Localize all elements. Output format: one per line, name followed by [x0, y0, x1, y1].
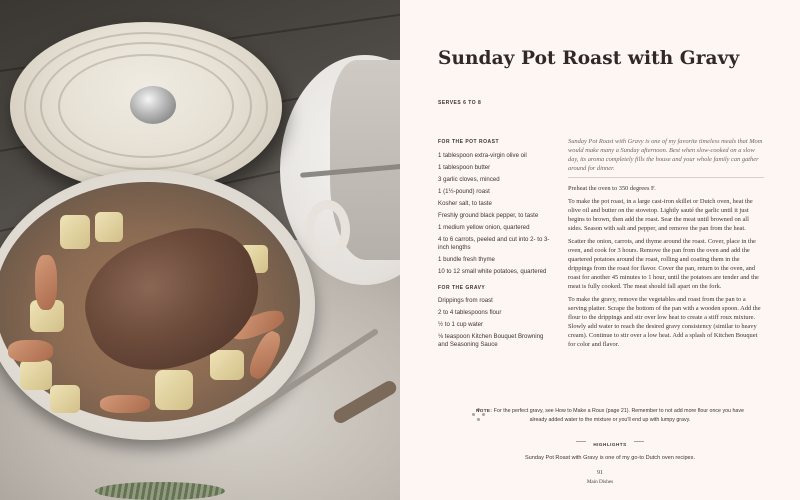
potato [60, 215, 90, 249]
carrot [100, 395, 150, 413]
ingredient-item: 1 tablespoon extra-virgin olive oil [438, 151, 527, 159]
potato [95, 212, 123, 242]
ingredient-item: ⅛ teaspoon Kitchen Bouquet Browning and Seasoning Sauce [438, 333, 544, 348]
recipe-title: Sunday Pot Roast with Gravy [438, 48, 740, 69]
ingredient-item: Drippings from roast [438, 297, 493, 304]
ingredient-item: 1 medium yellow onion, quartered [438, 223, 530, 231]
ingredient-item: 1 bundle fresh thyme [438, 255, 495, 263]
ingredient-item: 3 garlic cloves, minced [438, 175, 500, 183]
potato [155, 370, 193, 410]
ingredient-item: 2 to 4 tablespoons flour [438, 309, 502, 316]
divider-ornament [634, 441, 644, 442]
potato [20, 360, 52, 390]
step: Preheat the oven to 350 degrees F. [568, 185, 656, 192]
recipe-page [400, 0, 800, 500]
note-text: For the perfect gravy, see How to Make a Roux (page 21). Remember to not add more flour once you have already added water to the mixture or you'll end up with lumpy gravy. [493, 408, 744, 423]
dutch-oven-lid [10, 22, 282, 192]
ingredient-item: ½ to 1 cup water [438, 321, 484, 328]
section-name: Main Dishes [586, 479, 614, 485]
step: Scatter the onion, carrots, and thyme around the roast. Cover, place in the oven, and cook for 3 hours. Remove the pan from the oven and add the quartered potatoes around the roast, rolling and coating them in the drippings from the roast for flavor. Cover the pan, return to the oven, and roast for another 45 minutes to 1 hour, until the potatoes are tender and the meat is fully cooked. The meat should fall apart on the fork. [568, 238, 759, 290]
ingredient-group-heading: FOR THE GRAVY [438, 284, 486, 291]
carrot [35, 255, 57, 310]
ingredient-item: 1 tablespoon butter [438, 163, 491, 171]
ingredient-item: 1 (1½-pound) roast [438, 187, 490, 195]
pot-handle [305, 200, 350, 260]
highlights-text: Sunday Pot Roast with Gravy is one of my go-to Dutch oven recipes. [524, 455, 696, 461]
ingredient-item: 4 to 6 carrots, peeled and cut into 2- to 3-inch lengths [438, 235, 550, 251]
note [470, 407, 750, 424]
step: To make the gravy, remove the vegetables and roast from the pan to a serving platter. Scrape the bottom of the pan with a wooden spoon. Add the flour to the drippings and stir over low heat to create a stiff roux mixture. Slowly add water to reach the desired gravy consistency (similar to heavy cream). Continue to stir over a low heat. Add a splash of Kitchen Bouquet for color and flavor. [568, 296, 761, 348]
highlights [500, 433, 720, 461]
recipe-intro: Sunday Pot Roast with Gravy is one of my favorite timeless meals that Mom would make many a Sunday afternoon. Best when slow-cooked on a slow day, its aroma completely fills the house and your whole family can gather around for dinner. [568, 138, 763, 172]
step: To make the pot roast, in a large cast-iron skillet or Dutch oven, heat the olive oil and butter on the stovetop. Lightly sauté the garlic until it just begins to brown, then add the roast. Sear the meat until browned on all sides. Season with salt and pepper, and remove the pan from the heat. [568, 198, 753, 232]
lid-knob [130, 86, 176, 124]
potato [50, 385, 80, 413]
thyme-sprig [95, 482, 225, 500]
ingredients-list [438, 138, 550, 353]
divider [568, 177, 764, 178]
page-number: 91 [597, 470, 603, 476]
divider-ornament [576, 441, 586, 442]
page-footer [550, 470, 650, 485]
method [568, 137, 764, 353]
carrot [8, 340, 53, 362]
ingredient-group-heading: FOR THE POT ROAST [438, 139, 499, 145]
ingredient-item: 10 to 12 small white potatoes, quartered [438, 267, 547, 275]
note-label: NOTE: [476, 408, 493, 413]
highlights-label: HIGHLIGHTS [593, 442, 627, 447]
ingredient-item: Kosher salt, to taste [438, 199, 492, 207]
potato [210, 350, 244, 380]
ingredient-item: Freshly ground black pepper, to taste [438, 211, 539, 219]
servings: SERVES 6 TO 8 [438, 100, 482, 106]
